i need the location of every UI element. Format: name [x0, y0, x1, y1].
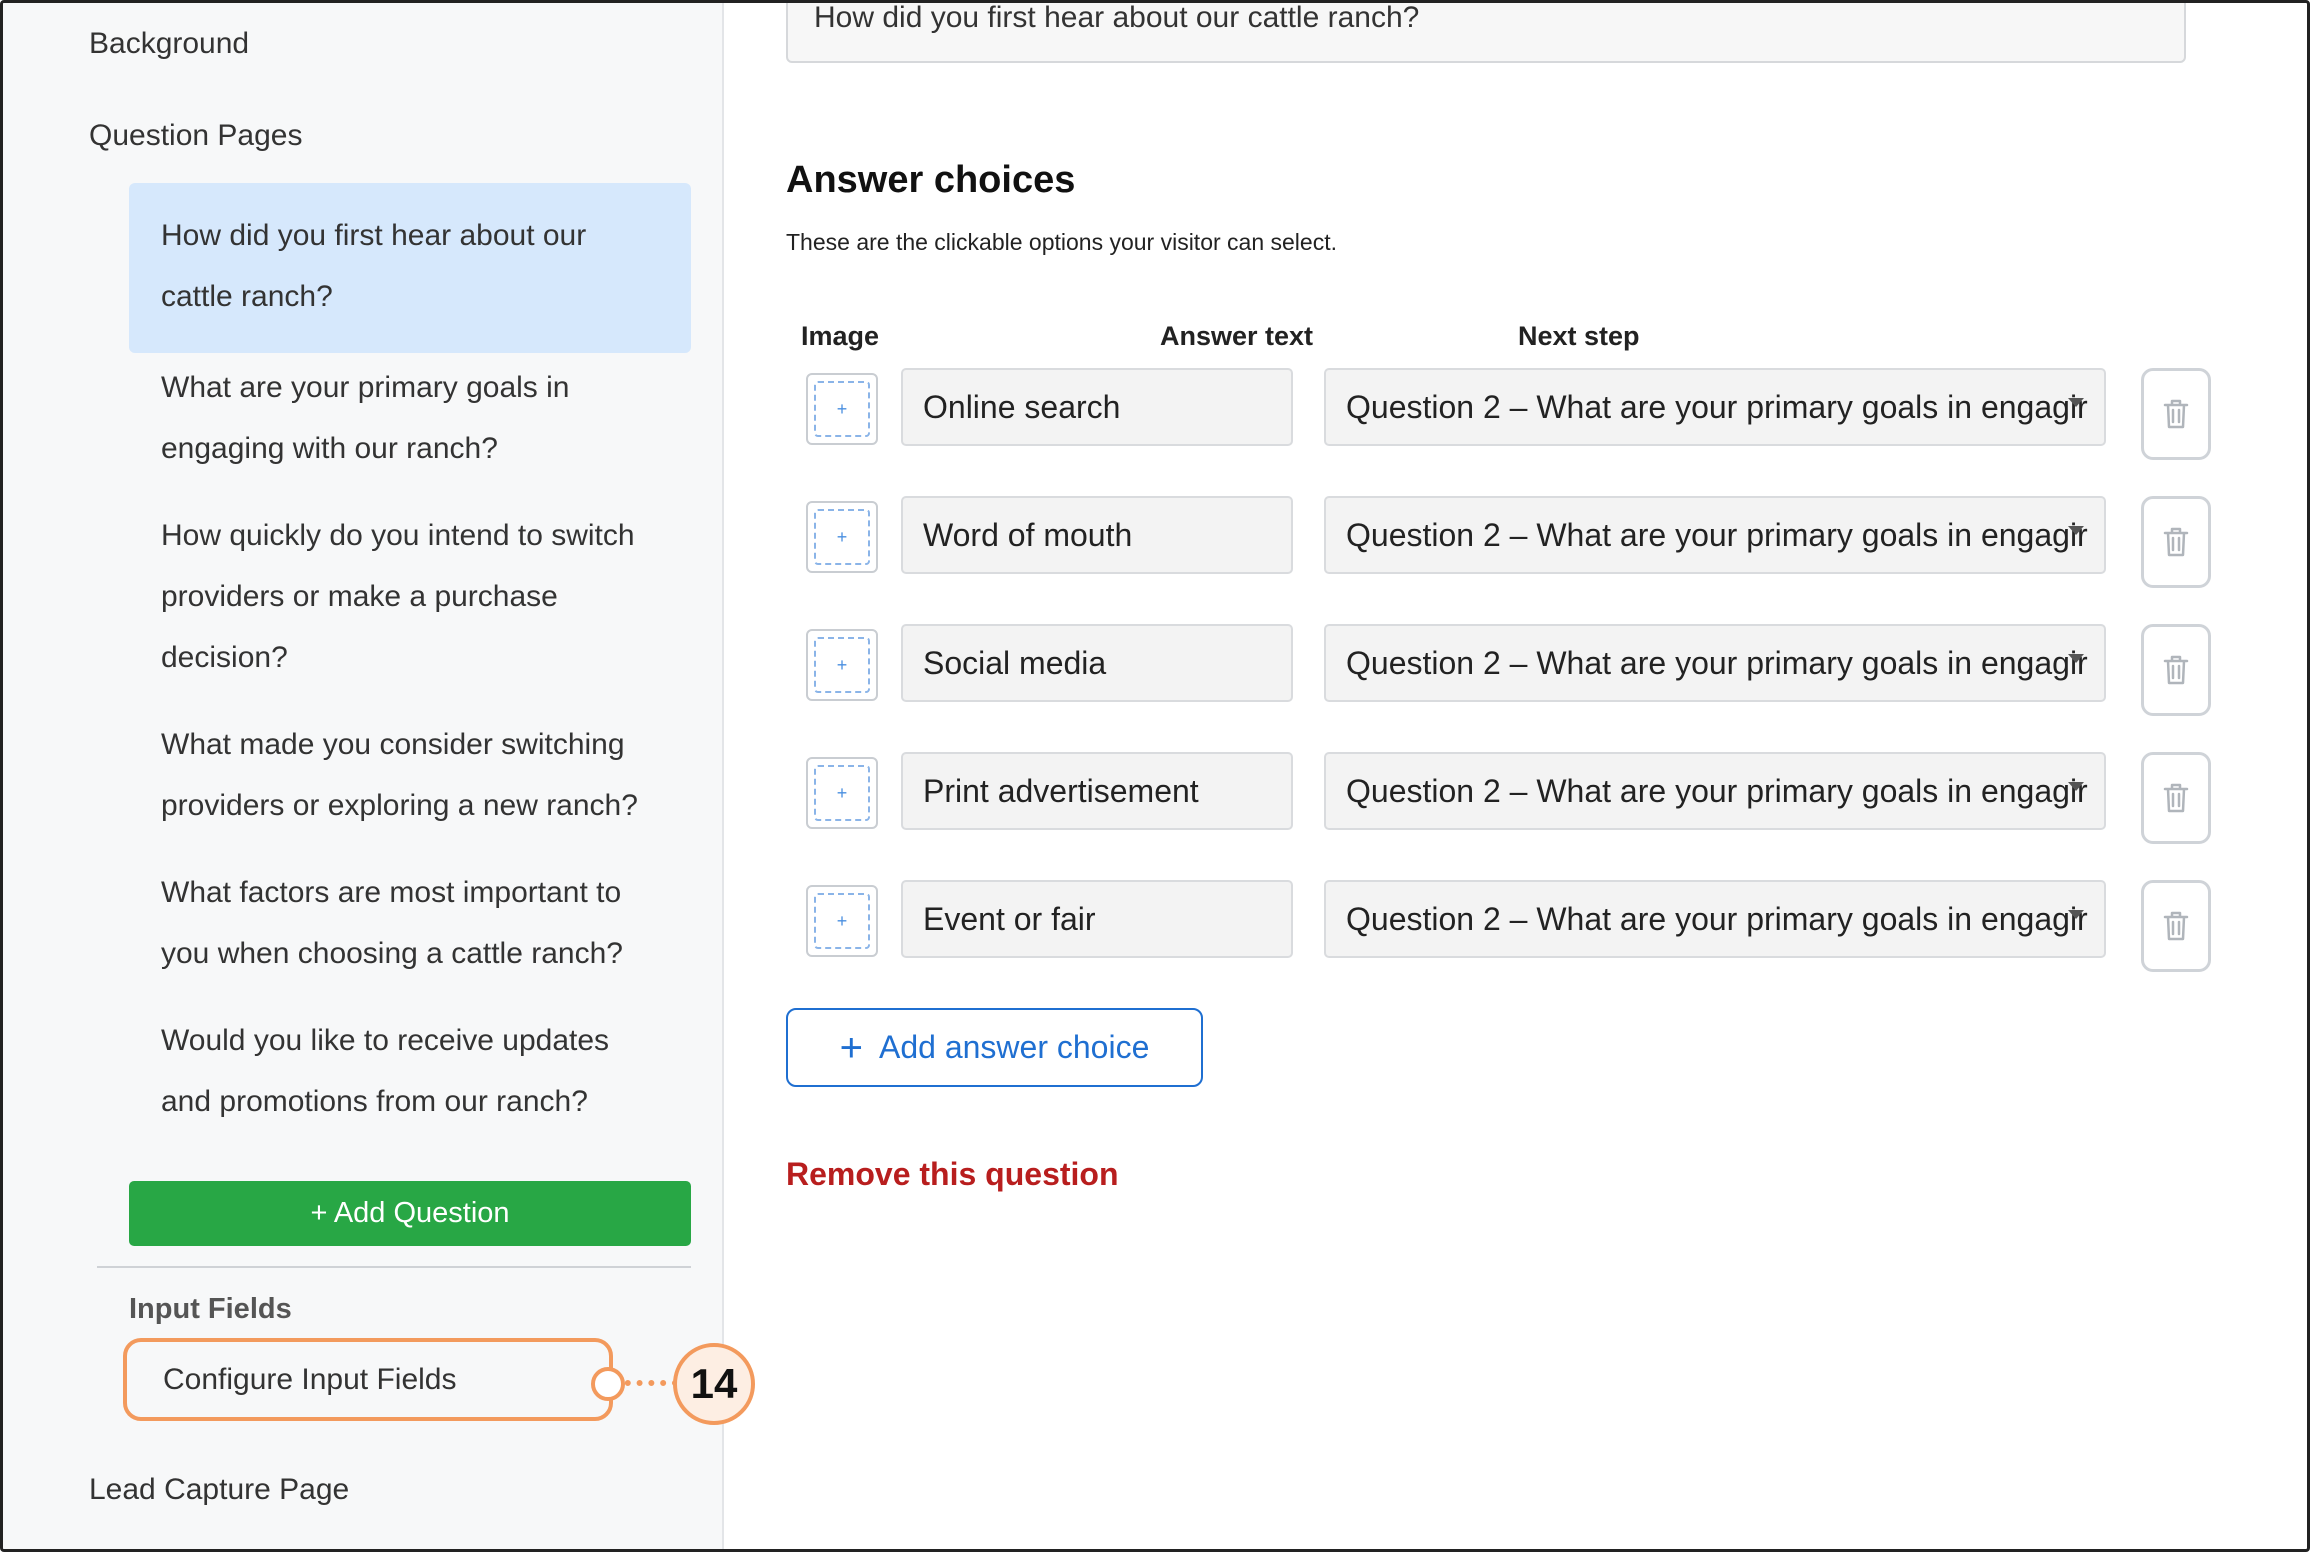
plus-icon: +: [814, 637, 870, 693]
delete-answer-button[interactable]: [2141, 624, 2211, 716]
question-item-3[interactable]: How quickly do you intend to switch providers or make a purchase decision?: [161, 519, 635, 674]
configure-input-fields-item[interactable]: Configure Input Fields: [123, 1338, 613, 1421]
plus-icon: +: [814, 893, 870, 949]
column-header-next-step: Next step: [1518, 321, 1640, 351]
image-upload-button[interactable]: [806, 629, 878, 701]
sidebar-item-background[interactable]: Background: [89, 27, 250, 60]
add-answer-choice-label: Add answer choice: [878, 1029, 1150, 1065]
question-list: [129, 183, 691, 1158]
trash-icon: [2161, 397, 2191, 431]
answer-text-input[interactable]: Print advertisement: [901, 752, 1293, 830]
next-step-select[interactable]: [1324, 624, 2106, 702]
answer-row: [726, 624, 2310, 704]
answer-text-input[interactable]: Social media: [901, 624, 1293, 702]
question-item-5[interactable]: What factors are most important to you when choosing a cattle ranch?: [161, 876, 623, 970]
delete-answer-button[interactable]: [2141, 752, 2211, 844]
question-item-2[interactable]: What are your primary goals in engaging with our ranch?: [161, 371, 570, 465]
trash-icon: [2161, 653, 2191, 687]
question-item-1[interactable]: How did you first hear about our cattle ranch?: [129, 183, 691, 353]
question-item-6[interactable]: Would you like to receive updates and promotions from our ranch?: [161, 1024, 610, 1118]
answer-row: [726, 880, 2310, 960]
caret-down-icon: [2068, 654, 2084, 663]
next-step-value: Question 2 – What are your primary goals in engagir: [1346, 772, 2088, 809]
next-step-value: Question 2 – What are your primary goals in engagir: [1346, 644, 2088, 681]
caret-down-icon: [2068, 526, 2084, 535]
callout-anchor-ring: [591, 1367, 625, 1401]
plus-icon: +: [814, 509, 870, 565]
image-upload-button[interactable]: [806, 501, 878, 573]
sidebar-item-question-pages[interactable]: Question Pages: [89, 119, 303, 152]
caret-down-icon: [2068, 398, 2084, 407]
answer-choices-description: These are the clickable options your visitor can select.: [786, 229, 1337, 255]
next-step-select[interactable]: [1324, 880, 2106, 958]
answer-row: [726, 368, 2310, 448]
next-step-select[interactable]: [1324, 368, 2106, 446]
image-upload-button[interactable]: [806, 373, 878, 445]
plus-icon: +: [839, 1025, 863, 1070]
sidebar: [3, 3, 724, 1552]
delete-answer-button[interactable]: [2141, 368, 2211, 460]
question-item-4[interactable]: What made you consider switching providers or exploring a new ranch?: [161, 728, 638, 822]
trash-icon: [2161, 525, 2191, 559]
image-upload-button[interactable]: [806, 757, 878, 829]
next-step-select[interactable]: [1324, 752, 2106, 830]
next-step-value: Question 2 – What are your primary goals in engagir: [1346, 388, 2088, 425]
next-step-value: Question 2 – What are your primary goals in engagir: [1346, 516, 2088, 553]
callout-badge: 14: [673, 1343, 755, 1425]
main-panel: [726, 3, 2310, 1552]
add-answer-choice-button[interactable]: [786, 1008, 1203, 1087]
answer-row: [726, 496, 2310, 576]
answer-text-input[interactable]: Event or fair: [901, 880, 1293, 958]
sidebar-divider: [97, 1266, 691, 1268]
remove-question-link[interactable]: Remove this question: [786, 1156, 1119, 1192]
answer-row: [726, 752, 2310, 832]
caret-down-icon: [2068, 782, 2084, 791]
plus-icon: +: [814, 765, 870, 821]
image-upload-button[interactable]: [806, 885, 878, 957]
plus-icon: +: [814, 381, 870, 437]
column-header-answer-text: Answer text: [1160, 321, 1314, 351]
delete-answer-button[interactable]: [2141, 880, 2211, 972]
caret-down-icon: [2068, 910, 2084, 919]
add-question-button[interactable]: + Add Question: [129, 1181, 691, 1246]
question-text-input[interactable]: How did you first hear about our cattle ranch?: [786, 0, 2186, 63]
trash-icon: [2161, 909, 2191, 943]
sidebar-item-lead-capture[interactable]: Lead Capture Page: [89, 1473, 350, 1506]
column-header-image: Image: [801, 321, 880, 351]
answer-text-input[interactable]: Word of mouth: [901, 496, 1293, 574]
answer-choices-title: Answer choices: [786, 159, 1076, 201]
delete-answer-button[interactable]: [2141, 496, 2211, 588]
input-fields-heading: Input Fields: [129, 1293, 292, 1325]
next-step-select[interactable]: [1324, 496, 2106, 574]
trash-icon: [2161, 781, 2191, 815]
answer-text-input[interactable]: Online search: [901, 368, 1293, 446]
next-step-value: Question 2 – What are your primary goals in engagir: [1346, 900, 2088, 937]
